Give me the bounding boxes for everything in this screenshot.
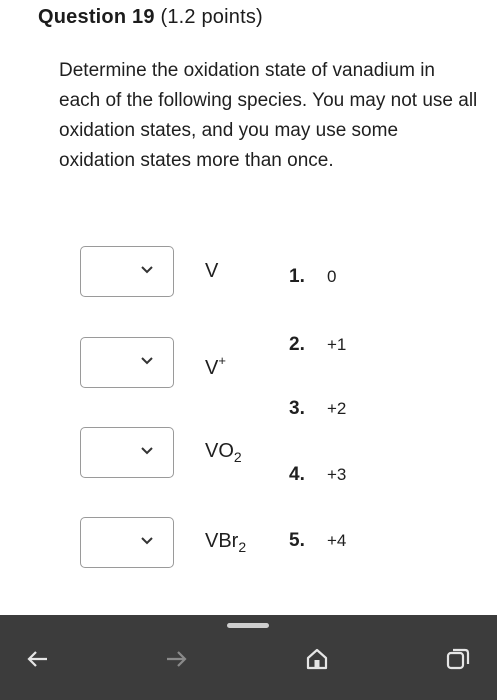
home-icon[interactable] (303, 645, 331, 673)
answer-select-4[interactable] (80, 517, 174, 568)
browser-nav-bar (0, 615, 497, 700)
option-4: 4. +3 (289, 464, 347, 485)
species-label-1: V (205, 260, 219, 282)
forward-arrow-icon[interactable] (162, 645, 190, 673)
option-2: 2. +1 (289, 334, 347, 355)
question-points: (1.2 points) (160, 6, 263, 28)
chevron-down-icon (139, 353, 155, 369)
question-prompt: Determine the oxidation state of vanadium in each of the following species. You may not use all oxidation states, and you may use some oxidation states more than once. (59, 60, 478, 171)
answer-select-2[interactable] (80, 337, 174, 388)
option-3: 3. +2 (289, 398, 347, 419)
option-1: 1. 0 (289, 266, 337, 287)
species-label-4: VBr$_2$ (205, 530, 247, 555)
answer-select-3[interactable] (80, 427, 174, 478)
question-header (38, 6, 263, 29)
option-5: 5. +4 (289, 530, 347, 551)
species-label-3: $VO_2$ (205, 440, 242, 465)
species-label-2: V+ (205, 353, 226, 379)
chevron-down-icon (139, 533, 155, 549)
back-arrow-icon[interactable] (24, 645, 52, 673)
drag-handle[interactable] (227, 623, 269, 628)
chevron-down-icon (139, 262, 155, 278)
tabs-icon[interactable] (444, 645, 472, 673)
question-title: Question 19 (38, 6, 155, 28)
answer-select-1[interactable] (80, 246, 174, 297)
chevron-down-icon (139, 443, 155, 459)
